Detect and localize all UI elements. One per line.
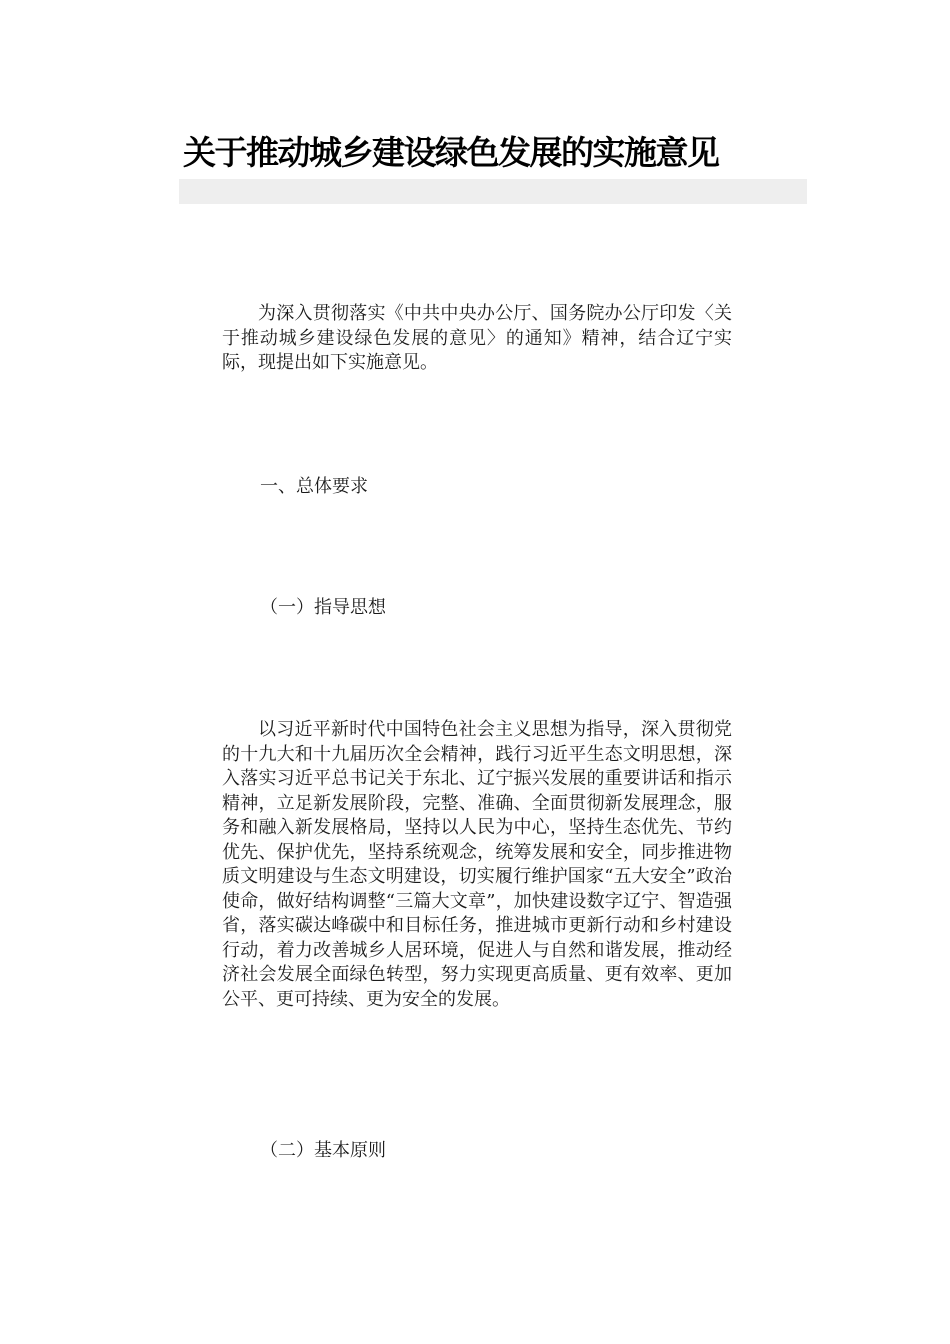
guiding-ideology-paragraph: 以习近平新时代中国特色社会主义思想为指导，深入贯彻党的十九大和十九届历次全会精神，践行习近平生态文明思想，深入落实习近平总书记关于东北、辽宁振兴发展的重要讲话和指示精神，立足新发展阶段，完整、准确、全面贯彻新发展理念，服务和融入新发展格局，坚持以人民为中心，坚持生态优先、节约优先、保护优先，坚持系统观念，统筹发展和安全，同步推进物质文明建设与生态文明建设，切实履行维护国家“五大安全”政治使命，做好结构调整“三篇大文章”，加快建设数字辽宁、智造强省，落实碳达峰碳中和目标任务，推进城市更新行动和乡村建设行动，着力改善城乡人居环境，促进人与自然和谐发展，推动经济社会发展全面绿色转型，努力实现更高质量、更有效率、更加公平、更可持续、更为安全的发展。 xyxy=(222,719,732,1010)
title-underline-band xyxy=(179,179,807,204)
document-title: 关于推动城乡建设绿色发展的实施意见 xyxy=(183,133,719,172)
section-heading-general-requirements: 一、总体要求 xyxy=(260,476,368,497)
subsection-heading-basic-principles: （二）基本原则 xyxy=(260,1140,386,1161)
intro-paragraph: 为深入贯彻落实《中共中央办公厅、国务院办公厅印发〈关于推动城乡建设绿色发展的意见〉的通知》精神，结合辽宁实际，现提出如下实施意见。 xyxy=(222,303,732,373)
subsection-heading-guiding-ideology: （一）指导思想 xyxy=(260,597,386,618)
